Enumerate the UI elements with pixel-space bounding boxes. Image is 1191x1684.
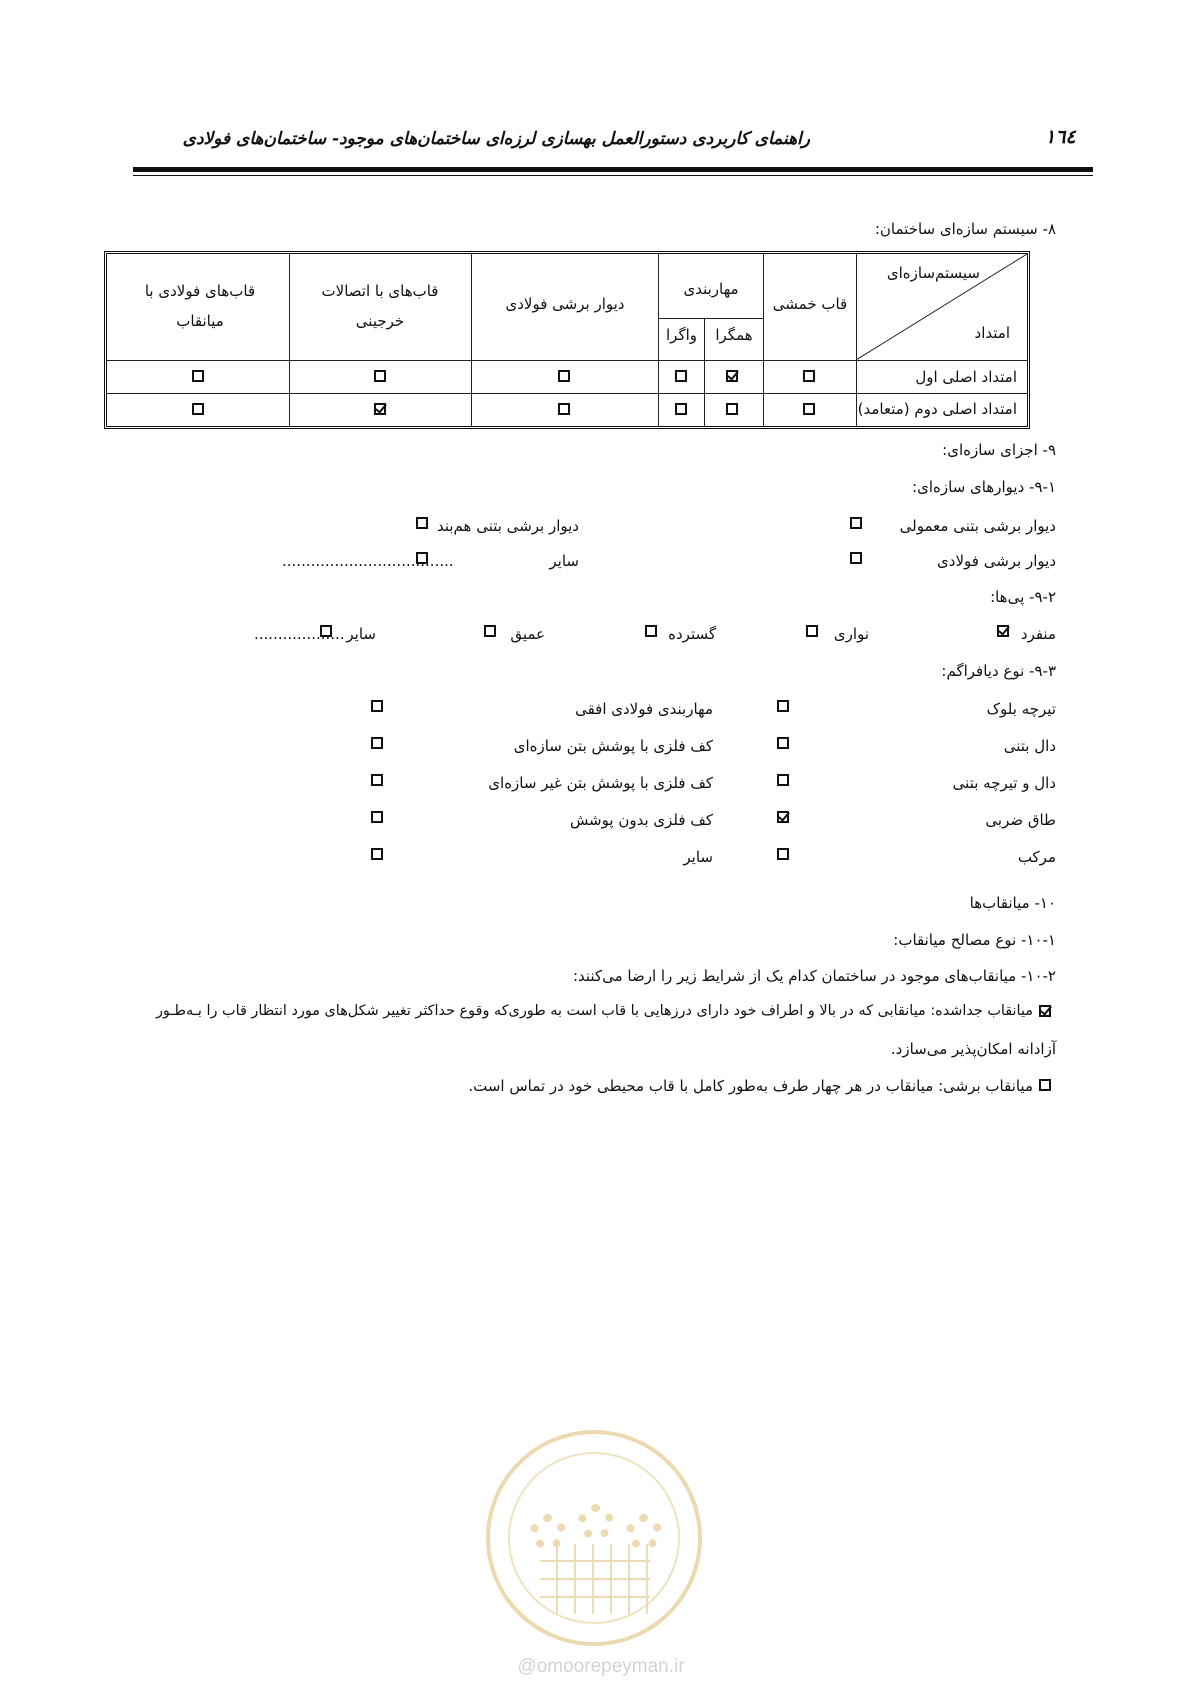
foundation-strip-checkbox[interactable] xyxy=(806,625,818,637)
col-steel-shear-wall: دیوار برشی فولادی xyxy=(505,295,625,313)
diaphragm-right-1: دال بتنی xyxy=(1003,737,1056,755)
diaphragm-left-3-checkbox[interactable] xyxy=(371,811,383,823)
diaphragm-right-4: مرکب xyxy=(1017,848,1056,866)
diaphragm-left-4-checkbox[interactable] xyxy=(371,848,383,860)
seal-grid xyxy=(540,1544,650,1614)
section8-heading: ۸- سیستم سازه‌ای ساختمان: xyxy=(874,220,1056,238)
diaphragm-right-4-checkbox[interactable] xyxy=(777,848,789,860)
table-diag-bottom-label: امتداد xyxy=(974,324,1010,342)
wall-normal-concrete-label: دیوار برشی بتنی معمولی xyxy=(899,517,1056,535)
wall-steel-label: دیوار برشی فولادی xyxy=(937,552,1056,570)
table-line-bracing-split xyxy=(658,318,763,319)
foundation-isolated-label: منفرد xyxy=(1020,625,1056,643)
foundation-strip-label: نواری xyxy=(833,625,869,643)
watermark-site-text: omoorepeyman.ir xyxy=(536,1656,685,1677)
diaphragm-left-1: کف فلزی با پوشش بتن سازه‌ای xyxy=(513,737,713,755)
row1-eccentric-checkbox[interactable] xyxy=(675,370,687,382)
row2-steel-wall-checkbox[interactable] xyxy=(558,403,570,415)
wall-coupled-concrete-label: دیوار برشی بتنی هم‌بند xyxy=(436,517,579,535)
walls-heading: ۹-۱- دیوارهای سازه‌ای: xyxy=(912,478,1056,496)
foundation-other-label: سایر xyxy=(346,625,376,643)
diaphragm-right-1-checkbox[interactable] xyxy=(777,737,789,749)
section9-heading: ۹- اجزای سازه‌ای: xyxy=(942,441,1056,459)
table-line-header-bottom xyxy=(107,360,1027,361)
diaphragm-left-0-checkbox[interactable] xyxy=(371,700,383,712)
row2-eccentric-checkbox[interactable] xyxy=(675,403,687,415)
wall-other-label: سایر xyxy=(549,552,579,570)
wall-coupled-concrete-checkbox[interactable] xyxy=(416,517,428,529)
col-moment-frame: قاب خمشی xyxy=(772,295,848,313)
col-concentric: همگرا xyxy=(715,326,753,344)
table-diag-top-label: سیستم‌سازه‌ای xyxy=(886,264,980,282)
foundation-mat-checkbox[interactable] xyxy=(645,625,657,637)
page-number: ١٦٤ xyxy=(1045,126,1076,148)
row2-label: امتداد اصلی دوم (متعامد) xyxy=(857,400,1017,418)
col-infill-frames: قاب‌های فولادی با میانقاب xyxy=(144,282,256,330)
col-eccentric: واگرا xyxy=(666,326,697,344)
diaphragm-left-2: کف فلزی با پوشش بتن غیر سازه‌ای xyxy=(488,774,713,792)
diaphragm-left-0: مهاربندی فولادی افقی xyxy=(575,700,713,718)
gear-icon xyxy=(578,1504,614,1540)
isolated-infill-text-line2: آزادانه امکان‌پذیر می‌سازد. xyxy=(890,1040,1056,1058)
section10-heading: ۱۰- میانقاب‌ها xyxy=(969,894,1056,912)
isolated-infill-text-line1: میانقاب جداشده: میانقابی که در بالا و اطراف خود دارای درزهایی با قاب است به طوری‌که وقوع حداکثر تغییر شکل‌های مورد انتظار قاب را بـه‌طـور xyxy=(155,1003,1033,1019)
diaphragm-left-4: سایر xyxy=(683,848,713,866)
wall-steel-checkbox[interactable] xyxy=(850,552,862,564)
diaphragm-left-3: کف فلزی بدون پوشش xyxy=(569,811,713,829)
at-icon: @ xyxy=(517,1656,537,1677)
foundation-deep-label: عمیق xyxy=(510,625,545,643)
header-rule-thick xyxy=(133,167,1093,172)
row1-moment-checkbox[interactable] xyxy=(803,370,815,382)
diaphragm-heading: ۹-۳- نوع دیافراگم: xyxy=(941,662,1056,680)
section10-conditions: ۱۰-۲- میانقاب‌های موجود در ساختمان کدام یک از شرایط زیر را ارضا می‌کنند: xyxy=(572,967,1056,985)
wall-other-fill[interactable]: .................................... xyxy=(282,552,454,570)
row1-label: امتداد اصلی اول xyxy=(915,368,1017,386)
isolated-infill-checkbox[interactable] xyxy=(1039,1005,1051,1017)
watermark-site xyxy=(496,1656,706,1678)
diaphragm-right-2-checkbox[interactable] xyxy=(777,774,789,786)
table-vline-2 xyxy=(471,254,472,426)
row1-infill-checkbox[interactable] xyxy=(192,370,204,382)
diaphragm-left-2-checkbox[interactable] xyxy=(371,774,383,786)
table-vline-5 xyxy=(763,254,764,426)
row2-moment-checkbox[interactable] xyxy=(803,403,815,415)
row2-outrigger-checkbox[interactable] xyxy=(374,403,386,415)
diaphragm-right-0: تیرچه بلوک xyxy=(986,700,1056,718)
table-vline-1 xyxy=(289,254,290,426)
row2-concentric-checkbox[interactable] xyxy=(726,403,738,415)
gear-icon xyxy=(626,1514,662,1550)
row2-infill-checkbox[interactable] xyxy=(192,403,204,415)
shear-infill-text: میانقاب برشی: میانقاب در هر چهار طرف به‌طور کامل با قاب محیطی خود در تماس است. xyxy=(468,1077,1033,1095)
foundation-heading: ۹-۲- پی‌ها: xyxy=(990,588,1056,606)
wall-normal-concrete-checkbox[interactable] xyxy=(850,517,862,529)
publisher-seal-logo xyxy=(486,1430,702,1646)
col-outrigger-frames: قاب‌های با اتصالات خرجینی xyxy=(321,282,439,330)
diaphragm-right-3: طاق ضربی xyxy=(985,811,1056,829)
diaphragm-right-0-checkbox[interactable] xyxy=(777,700,789,712)
foundation-other-fill[interactable]: ................... xyxy=(254,625,345,643)
diaphragm-right-2: دال و تیرچه بتنی xyxy=(952,774,1056,792)
shear-infill-checkbox[interactable] xyxy=(1039,1079,1051,1091)
row1-outrigger-checkbox[interactable] xyxy=(374,370,386,382)
foundation-deep-checkbox[interactable] xyxy=(484,625,496,637)
header-rule-thin xyxy=(133,175,1093,176)
running-header-title: راهنمای کاربردی دستورالعمل بهسازی لرزه‌ای ساختمان‌های موجود- ساختمان‌های فولادی xyxy=(182,129,810,149)
diaphragm-left-1-checkbox[interactable] xyxy=(371,737,383,749)
col-bracing: مهاربندی xyxy=(683,280,739,298)
foundation-isolated-checkbox[interactable] xyxy=(997,625,1009,637)
row1-steel-wall-checkbox[interactable] xyxy=(558,370,570,382)
section10-materials: ۱۰-۱- نوع مصالح میانقاب: xyxy=(893,931,1056,949)
foundation-mat-label: گسترده xyxy=(668,625,716,643)
gear-icon xyxy=(530,1514,566,1550)
diaphragm-right-3-checkbox[interactable] xyxy=(777,811,789,823)
row1-concentric-checkbox[interactable] xyxy=(726,370,738,382)
